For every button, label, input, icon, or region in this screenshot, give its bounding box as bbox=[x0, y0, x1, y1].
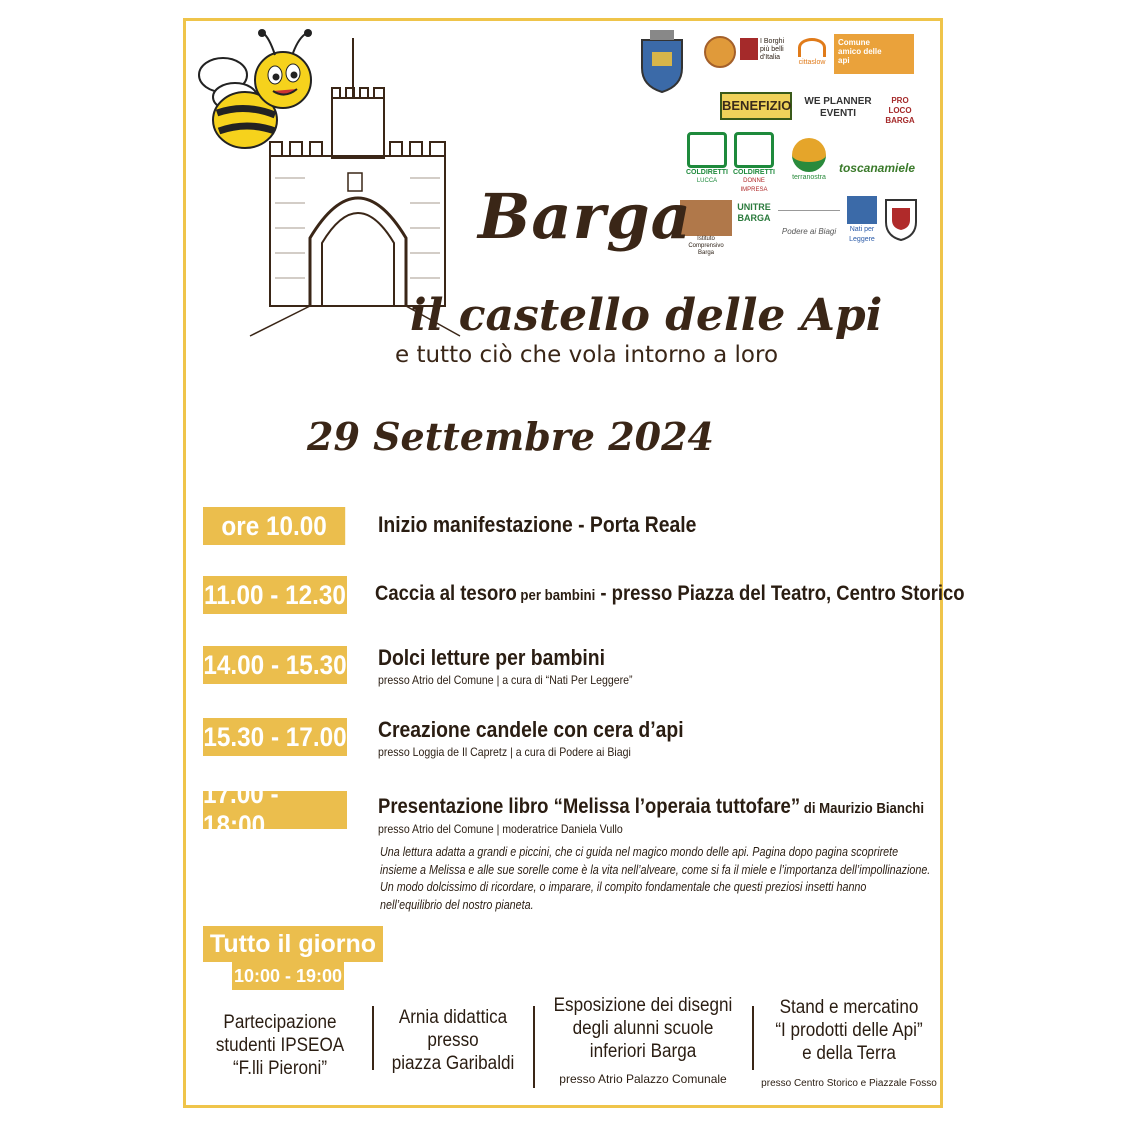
time-box-3: 14.00 - 15.30 bbox=[203, 646, 347, 684]
unitre-logo: UNITRE BARGA bbox=[737, 202, 771, 223]
proloco-logo: PRO LOCO BARGA bbox=[885, 96, 915, 125]
istituto-logo: Istituto Comprensivo Barga bbox=[680, 200, 732, 256]
allday-column-4-sub: presso Centro Storico e Piazzale Fosso bbox=[761, 1078, 937, 1089]
column-divider bbox=[752, 1006, 754, 1070]
event-title-1: Inizio manifestazione - Porta Reale bbox=[378, 512, 697, 537]
toscanamiele-logo: toscanamiele bbox=[838, 161, 916, 175]
time-box-4: 15.30 - 17.00 bbox=[203, 718, 347, 756]
allday-column-4: Stand e mercatino “I prodotti delle Api” e della Terra bbox=[775, 997, 923, 1064]
column-divider bbox=[372, 1006, 374, 1070]
event-title-3: Dolci letture per bambini bbox=[378, 645, 605, 670]
time-box-2: 11.00 - 12.30 bbox=[203, 576, 347, 614]
event-sub-3: presso Atrio del Comune | a cura di “Nati Per Leggere” bbox=[378, 673, 633, 687]
time-box-1: ore 10.00 bbox=[203, 507, 345, 545]
allday-column-3-sub: presso Atrio Palazzo Comunale bbox=[559, 1072, 727, 1086]
terranostra-logo: terranostra bbox=[784, 130, 834, 190]
event-sub-5: presso Atrio del Comune | moderatrice Daniela Vullo bbox=[378, 822, 623, 836]
circle-logo bbox=[704, 36, 736, 68]
subtitle: e tutto ciò che vola intorno a loro bbox=[395, 342, 779, 368]
event-title-2: Caccia al tesoro per bambini - presso Piazza del Teatro, Centro Storico bbox=[375, 582, 965, 605]
allday-time: 10:00 - 19:00 bbox=[232, 962, 344, 990]
event-title-5: Presentazione libro “Melissa l’operaia tuttofare” di Maurizio Bianchi bbox=[378, 795, 925, 818]
coldiretti-lucca-logo: COLDIRETTI LUCCA bbox=[686, 132, 728, 186]
weplanner-logo: WE PLANNER EVENTI bbox=[804, 96, 872, 119]
allday-column-3: Esposizione dei disegni degli alunni scuole inferiori Barga bbox=[553, 995, 733, 1062]
column-divider bbox=[533, 1006, 535, 1088]
event-sub-4: presso Loggia de Il Capretz | a cura di Podere ai Biagi bbox=[378, 745, 631, 759]
barga-crest-logo bbox=[636, 28, 688, 94]
podere-logo: Podere ai Biagi bbox=[778, 210, 840, 240]
borghi-logo: I Borghi più belli d'Italia bbox=[740, 38, 792, 70]
event-title-4: Creazione candele con cera d’api bbox=[378, 717, 684, 742]
time-box-5: 17.00 - 18:00 bbox=[203, 791, 347, 829]
cittaslow-logo: cittaslow bbox=[796, 38, 828, 70]
event-description-5: Una lettura adatta a grandi e piccini, che ci guida nel magico mondo delle api. Pagina dopo pagina scoprirete insieme a Melissa e alle sue sorelle come è la vita nell’alveare, come si fa il miele e l’importanza dell’impollinazione. Un modo dolcissimo di ricordare, o imparare, il compito fondamentale che questi preziosi insetti hanno nell’equilibrio del nostro pianeta. bbox=[380, 845, 931, 912]
natiperleggere-logo: Nati per Leggere bbox=[844, 196, 880, 246]
allday-label: Tutto il giorno bbox=[203, 926, 383, 962]
event-date: 29 Settembre 2024 bbox=[307, 414, 714, 459]
title-castello: il castello delle Api bbox=[410, 290, 883, 341]
benefizio-logo: BENEFIZIO bbox=[720, 92, 792, 120]
comune-api-logo: Comune amico delle api bbox=[834, 34, 914, 74]
title-barga: Barga bbox=[478, 180, 692, 253]
crest-logo-2 bbox=[884, 198, 918, 242]
allday-column-2: Arnia didattica presso piazza Garibaldi bbox=[391, 1007, 515, 1074]
coldiretti-donne-logo: COLDIRETTI DONNE IMPRESA bbox=[732, 132, 776, 186]
allday-column-1: Partecipazione studenti IPSEOA “F.lli Pieroni” bbox=[215, 1012, 345, 1079]
